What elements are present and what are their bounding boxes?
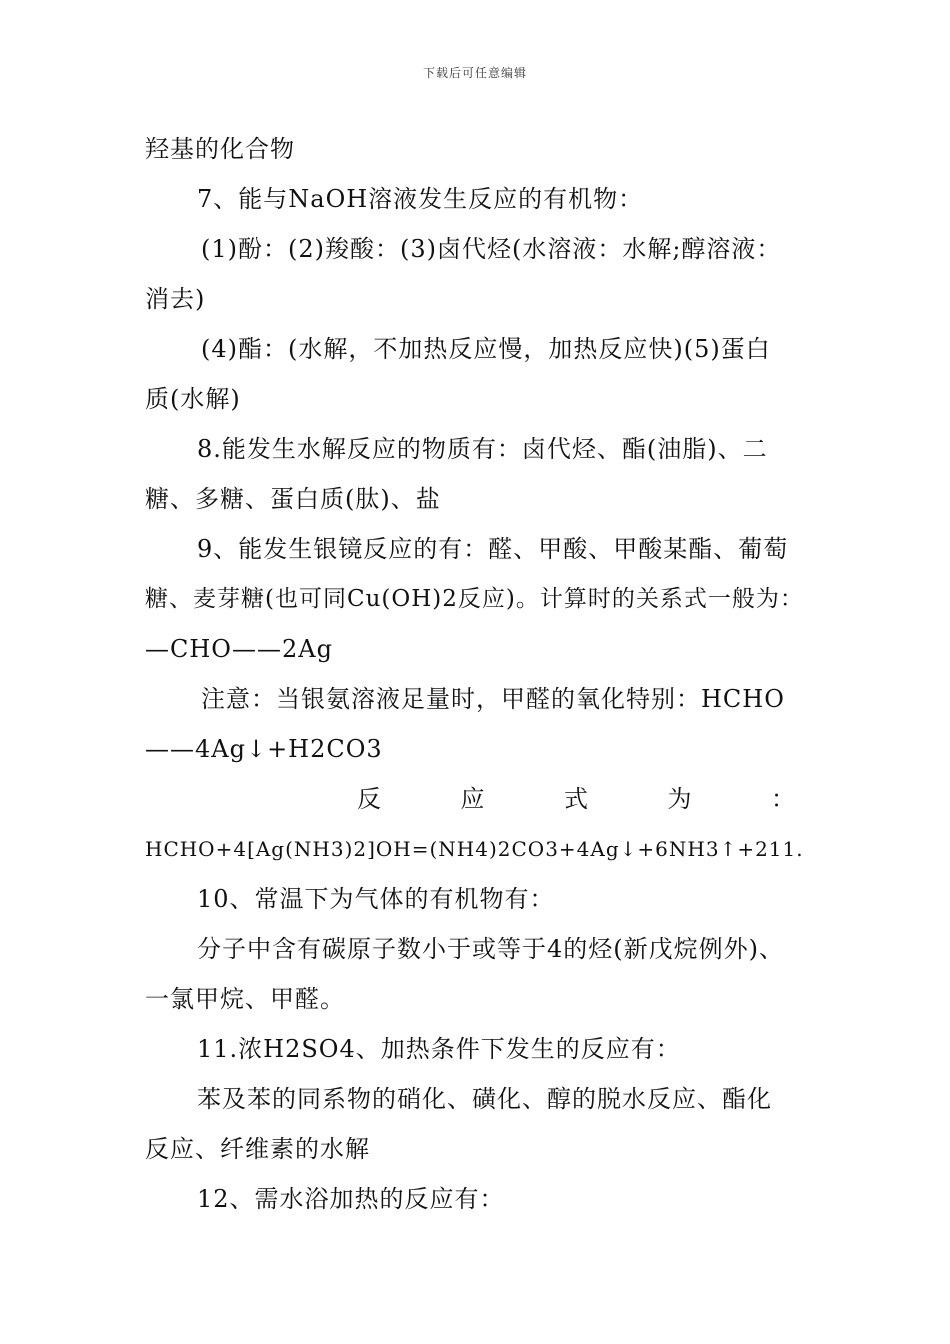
spread-char: 反 (357, 785, 382, 813)
text-line: 注意：当银氨溶液足量时，甲醛的氧化特别：HCHO (201, 685, 785, 713)
text-line: 9、能发生银镜反应的有：醛、甲酸、甲酸某酯、葡萄 (197, 535, 789, 563)
spread-char: 式 (564, 785, 589, 813)
document-body (145, 124, 810, 1224)
spread-char: 为 (667, 785, 693, 813)
text-line: 糖、麦芽糖(也可同Cu(OH)2反应)。计算时的关系式一般为： (145, 586, 804, 612)
text-line: 消去) (145, 285, 206, 313)
text-line: 8.能发生水解反应的物质有：卤代烃、酯(油脂)、二 (197, 435, 768, 463)
text-line: 一氯甲烷、甲醛。 (145, 985, 345, 1013)
text-line: (1)酚：(2)羧酸：(3)卤代烃(水溶液：水解;醇溶液： (201, 235, 782, 263)
text-line: 羟基的化合物 (145, 135, 295, 163)
spread-char: ： (771, 785, 796, 813)
text-line: 糖、多糖、蛋白质(肽)、盐 (145, 485, 441, 513)
text-line: 反应、纤维素的水解 (145, 1135, 370, 1163)
text-line: HCHO+4[Ag(NH3)2]OH=(NH4)2CO3+4Ag↓+6NH3↑+211. (145, 837, 804, 861)
text-line: (4)酯：(水解，不加热反应慢，加热反应快)(5)蛋白 (201, 335, 771, 363)
text-line: 分子中含有碳原子数小于或等于4的烃(新戊烷例外)、 (197, 935, 784, 963)
text-line: 7、能与NaOH溶液发生反应的有机物： (197, 185, 644, 213)
page-header: 下载后可任意编辑 (422, 66, 527, 80)
text-line: 10、常温下为气体的有机物有： (197, 885, 555, 913)
text-line: 12、需水浴加热的反应有： (197, 1185, 505, 1213)
text-line: 苯及苯的同系物的硝化、磺化、醇的脱水反应、酯化 (197, 1085, 772, 1113)
text-line: ——4Ag↓+H2CO3 (145, 735, 383, 763)
spread-line (145, 774, 810, 824)
text-line: —CHO——2Ag (145, 635, 333, 663)
text-line: 11.浓H2SO4、加热条件下发生的反应有： (197, 1035, 681, 1063)
text-line: 质(水解) (145, 385, 241, 413)
spread-char: 应 (460, 785, 486, 813)
